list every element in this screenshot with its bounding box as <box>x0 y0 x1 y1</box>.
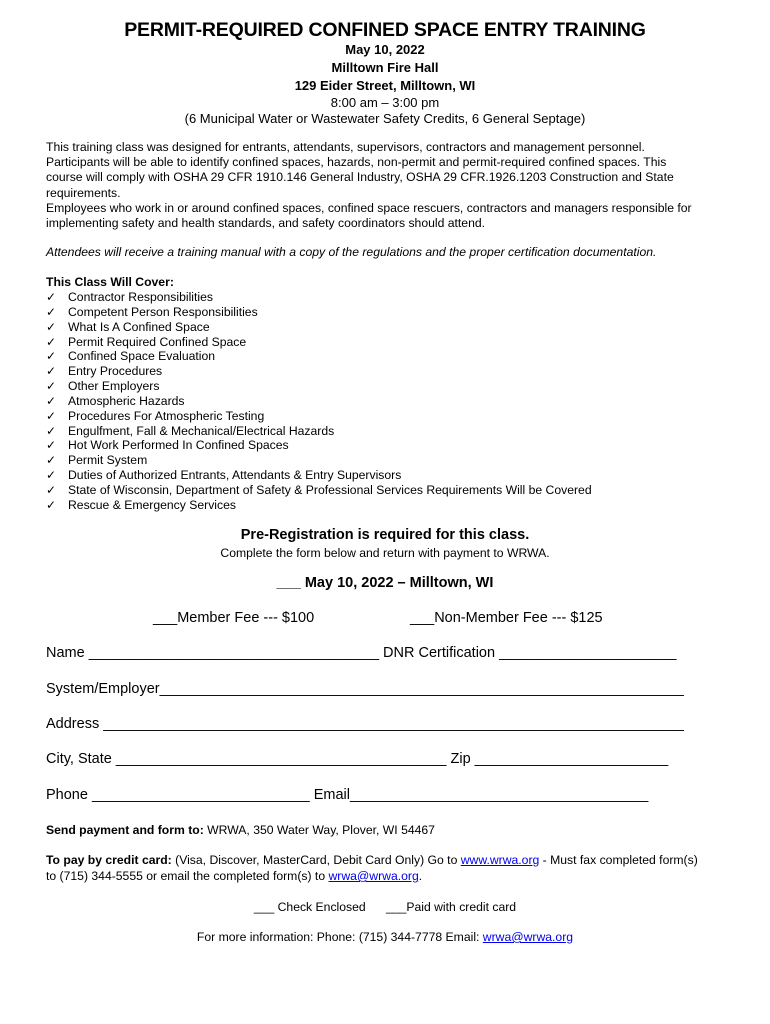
website-link[interactable]: www.wrwa.org <box>460 853 540 867</box>
event-address: 129 Eider Street, Milltown, WI <box>294 78 476 93</box>
preregistration-subheading: Complete the form below and return with payment to WRWA. <box>220 546 550 560</box>
checkmark-icon: ✓ <box>46 468 57 483</box>
checkmark-icon: ✓ <box>46 423 57 438</box>
credit-card-label: To pay by credit card: <box>46 853 172 867</box>
checklist-item <box>46 320 592 335</box>
contact-info <box>0 930 770 944</box>
credit-card-text: to (715) 344-5555 or email the completed form(s) to <box>46 869 329 883</box>
contact-email-link[interactable]: wrwa@wrwa.org <box>482 930 574 944</box>
name-field[interactable]: Name ____________________________________ DNR Certification ______________________ <box>46 645 677 661</box>
intro-line: course will comply with OSHA 29 CFR 1910.146 General Industry, OSHA 29 CFR.1926.1203 Construction and State <box>46 170 674 185</box>
checkmark-icon: ✓ <box>46 438 57 453</box>
checkmark-icon: ✓ <box>46 349 57 364</box>
checklist-item-label: Hot Work Performed In Confined Spaces <box>68 438 289 453</box>
checklist-item <box>46 394 592 409</box>
checkmark-icon: ✓ <box>46 497 57 512</box>
event-time: 8:00 am – 3:00 pm <box>330 95 440 110</box>
email-link[interactable]: wrwa@wrwa.org <box>328 869 419 883</box>
checklist-item-label: Confined Space Evaluation <box>68 349 216 364</box>
employer-field[interactable]: System/Employer_________________________________________________________________ <box>46 681 684 697</box>
checkmark-icon: ✓ <box>46 453 57 468</box>
address-field[interactable]: Address ________________________________________________________________________ <box>46 716 684 732</box>
checklist-item <box>46 453 592 468</box>
checkmark-icon: ✓ <box>46 379 57 394</box>
event-date: May 10, 2022 <box>345 42 425 57</box>
page-title: PERMIT-REQUIRED CONFINED SPACE ENTRY TRAINING <box>124 19 646 41</box>
checkmark-icon: ✓ <box>46 408 57 423</box>
intro-paragraph <box>46 140 736 231</box>
send-payment-label: Send payment and form to: <box>46 823 204 837</box>
session-selection[interactable]: ___ May 10, 2022 – Milltown, WI <box>276 575 494 591</box>
checkmark-icon: ✓ <box>46 393 57 408</box>
checkmark-icon: ✓ <box>46 364 57 379</box>
nonmember-fee-option[interactable]: ___Non-Member Fee --- $125 <box>410 610 603 626</box>
checkmark-icon: ✓ <box>46 290 57 304</box>
city-state-zip-field[interactable]: City, State _________________________________________ Zip ________________________ <box>46 751 669 767</box>
checklist-item <box>46 364 592 379</box>
checklist-item-label: Engulfment, Fall & Mechanical/Electrical Hazards <box>68 423 335 438</box>
preregistration-heading: Pre-Registration is required for this class. <box>240 527 530 543</box>
checklist-item-label: What Is A Confined Space <box>68 319 210 334</box>
checkmark-icon: ✓ <box>46 304 57 319</box>
checklist-item <box>46 290 592 305</box>
checklist-item <box>46 483 592 498</box>
checklist-item-label: Other Employers <box>68 379 160 394</box>
checklist-item <box>46 335 592 350</box>
event-credits: (6 Municipal Water or Wastewater Safety Credits, 6 General Septage) <box>184 111 586 126</box>
checklist-item-label: Permit Required Confined Space <box>68 334 247 349</box>
checklist-item-label: State of Wisconsin, Department of Safety & Professional Services Requirements Will be Covered <box>68 482 592 497</box>
checklist-item-label: Entry Procedures <box>68 364 163 379</box>
manual-note: Attendees will receive a training manual with a copy of the regulations and the proper certification documentation. <box>46 245 657 259</box>
checklist-item-label: Procedures For Atmospheric Testing <box>68 408 265 423</box>
checkmark-icon: ✓ <box>46 319 57 334</box>
intro-line: implementing safety and health standards, and safety coordinators should attend. <box>46 216 486 231</box>
cover-heading: This Class Will Cover: <box>46 275 174 289</box>
checklist-item <box>46 349 592 364</box>
member-fee-option[interactable]: ___Member Fee --- $100 <box>153 610 315 626</box>
send-payment-address: WRWA, 350 Water Way, Plover, WI 54467 <box>203 823 435 837</box>
check-enclosed-option[interactable]: ___ Check Enclosed <box>253 900 366 914</box>
event-venue: Milltown Fire Hall <box>331 60 439 75</box>
checklist-item <box>46 438 592 453</box>
checklist-item-label: Competent Person Responsibilities <box>68 304 258 319</box>
checklist-item-label: Atmospheric Hazards <box>68 393 185 408</box>
credit-card-text: . <box>418 869 423 883</box>
intro-line: Employees who work in or around confined spaces, confined space rescuers, contractors and managers responsible for <box>46 200 692 215</box>
checklist-item <box>46 409 592 424</box>
checkmark-icon: ✓ <box>46 334 57 349</box>
credit-card-text: - Must fax completed form(s) <box>539 853 698 867</box>
contact-text: For more information: Phone: (715) 344-7778 Email: <box>196 930 483 944</box>
intro-line: requirements. <box>46 185 121 200</box>
checklist-item <box>46 468 592 483</box>
checklist-item <box>46 424 592 439</box>
checklist-item-label: Rescue & Emergency Services <box>68 497 236 512</box>
intro-line: Participants will be able to identify confined spaces, hazards, non-permit and permit-required confined spaces. This <box>46 155 667 170</box>
credit-card-option[interactable]: ___Paid with credit card <box>386 900 517 914</box>
intro-line: This training class was designed for entrants, attendants, supervisors, contractors and management personnel. <box>46 140 645 154</box>
checklist-item <box>46 498 592 513</box>
checkmark-icon: ✓ <box>46 482 57 497</box>
cover-list <box>46 290 592 513</box>
send-payment-line <box>46 822 736 838</box>
payment-options <box>0 900 770 914</box>
checklist-item-label: Contractor Responsibilities <box>68 290 213 304</box>
checklist-item-label: Permit System <box>68 453 148 468</box>
phone-email-field[interactable]: Phone ___________________________ Email_____________________________________ <box>46 787 649 803</box>
credit-card-text: (Visa, Discover, MasterCard, Debit Card Only) Go to <box>171 853 461 867</box>
checklist-item-label: Duties of Authorized Entrants, Attendants & Entry Supervisors <box>68 468 402 483</box>
credit-card-paragraph <box>46 852 736 884</box>
checklist-item <box>46 379 592 394</box>
checklist-item <box>46 305 592 320</box>
